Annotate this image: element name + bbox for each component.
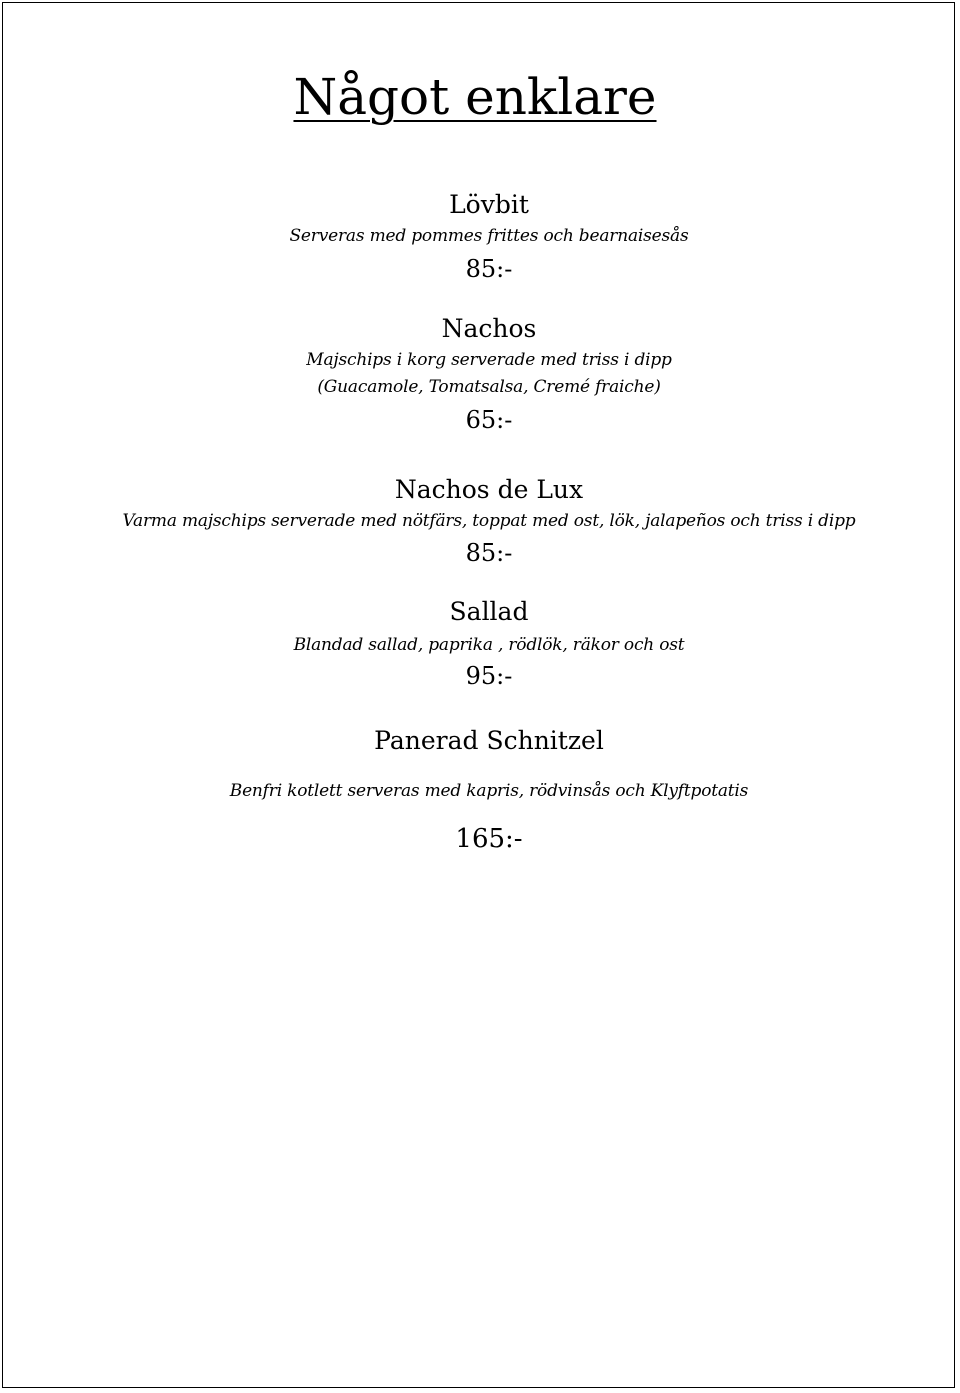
- item-description: Varma majschips serverade med nötfärs, toppat med ost, lök, jalapeños och triss i dipp: [122, 511, 856, 531]
- menu-title: [0, 62, 950, 132]
- menu-item-nachos: [0, 313, 960, 436]
- menu-item-lovbit: [0, 189, 960, 285]
- menu-item-sallad: [0, 596, 960, 692]
- item-description: Majschips i korg serverade med triss i dipp: [306, 350, 672, 370]
- item-name: Nachos de Lux: [394, 475, 584, 504]
- item-name: Nachos: [441, 314, 537, 343]
- menu-item-panerad-schnitzel: [0, 725, 960, 855]
- item-price: 95:-: [465, 662, 513, 690]
- item-description: Benfri kotlett serveras med kapris, rödvinsås och Klyftpotatis: [229, 781, 749, 801]
- item-price: 65:-: [465, 406, 513, 434]
- item-price: 165:-: [455, 824, 523, 854]
- menu-title-text: Något enklare: [293, 68, 657, 126]
- menu-item-nachos-de-lux: [0, 474, 960, 569]
- item-description-line-2: (Guacamole, Tomatsalsa, Cremé fraiche): [317, 377, 661, 397]
- item-name: Panerad Schnitzel: [374, 726, 604, 755]
- item-price: 85:-: [465, 539, 513, 567]
- item-name: Lövbit: [449, 190, 529, 219]
- item-description: Serveras med pommes frittes och bearnaisesås: [289, 226, 689, 246]
- item-description: Blandad sallad, paprika , rödlök, räkor och ost: [293, 635, 685, 655]
- item-name: Sallad: [449, 597, 529, 626]
- item-price: 85:-: [465, 255, 513, 283]
